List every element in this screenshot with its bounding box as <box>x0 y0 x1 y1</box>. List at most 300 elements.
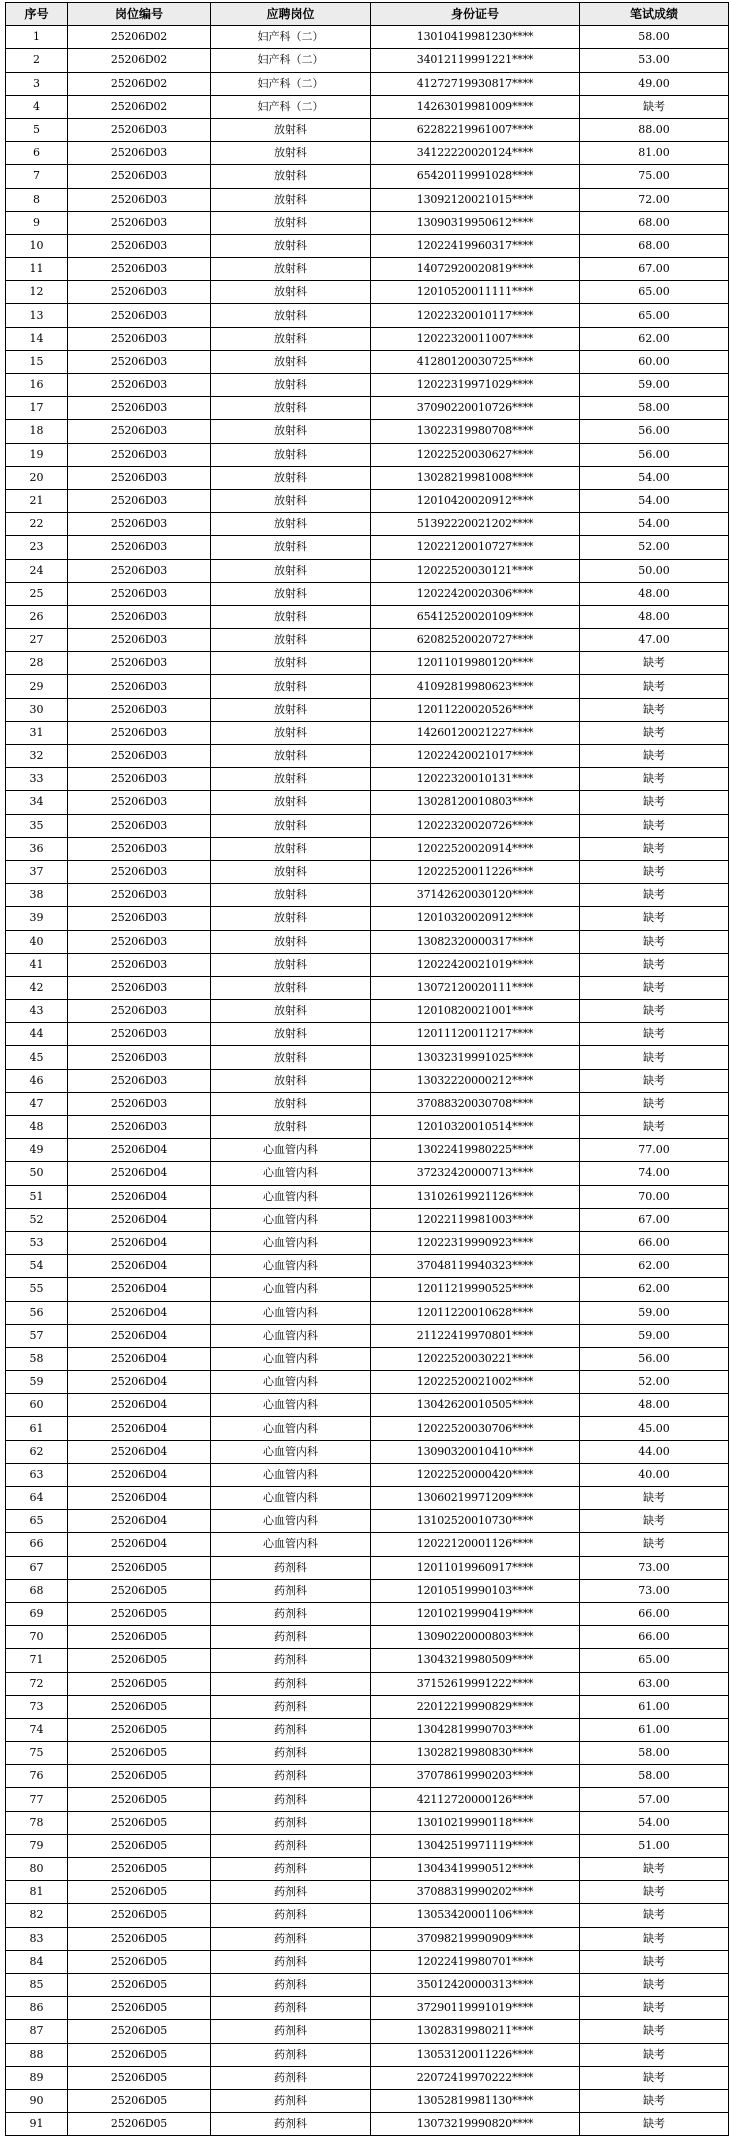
cell-job: 放射科 <box>211 489 371 512</box>
cell-seq: 88 <box>6 2043 68 2066</box>
cell-id-number: 37152619991222**** <box>371 1672 580 1695</box>
table-row <box>6 1371 729 1394</box>
cell-seq: 27 <box>6 629 68 652</box>
cell-score: 57.00 <box>580 1788 729 1811</box>
cell-post-code: 25206D03 <box>68 768 211 791</box>
cell-job: 妇产科（二） <box>211 95 371 118</box>
score-table <box>5 2 729 2136</box>
table-row <box>6 1579 729 1602</box>
cell-job: 放射科 <box>211 559 371 582</box>
cell-score: 54.00 <box>580 1811 729 1834</box>
cell-score: 65.00 <box>580 281 729 304</box>
cell-job: 心血管内科 <box>211 1278 371 1301</box>
cell-score: 62.00 <box>580 1255 729 1278</box>
cell-id-number: 13102520010730**** <box>371 1510 580 1533</box>
cell-seq: 80 <box>6 1858 68 1881</box>
cell-post-code: 25206D03 <box>68 513 211 536</box>
cell-id-number: 13090220000803**** <box>371 1626 580 1649</box>
table-row <box>6 327 729 350</box>
cell-seq: 65 <box>6 1510 68 1533</box>
cell-id-number: 13032319991025**** <box>371 1046 580 1069</box>
cell-score: 44.00 <box>580 1440 729 1463</box>
cell-score: 缺考 <box>580 860 729 883</box>
cell-job: 药剂科 <box>211 2043 371 2066</box>
table-row <box>6 258 729 281</box>
cell-score: 缺考 <box>580 907 729 930</box>
cell-post-code: 25206D03 <box>68 1092 211 1115</box>
cell-post-code: 25206D03 <box>68 721 211 744</box>
cell-seq: 70 <box>6 1626 68 1649</box>
cell-job: 心血管内科 <box>211 1185 371 1208</box>
cell-id-number: 12011220010628**** <box>371 1301 580 1324</box>
cell-score: 缺考 <box>580 1000 729 1023</box>
table-row <box>6 976 729 999</box>
cell-score: 缺考 <box>580 1533 729 1556</box>
cell-post-code: 25206D03 <box>68 142 211 165</box>
cell-score: 62.00 <box>580 327 729 350</box>
cell-seq: 13 <box>6 304 68 327</box>
table-row <box>6 1324 729 1347</box>
table-row <box>6 1046 729 1069</box>
cell-post-code: 25206D05 <box>68 2043 211 2066</box>
cell-id-number: 12022319990923**** <box>371 1231 580 1254</box>
cell-job: 放射科 <box>211 420 371 443</box>
table-row <box>6 1626 729 1649</box>
cell-post-code: 25206D05 <box>68 2113 211 2136</box>
cell-id-number: 13042819990703**** <box>371 1718 580 1741</box>
cell-score: 缺考 <box>580 1092 729 1115</box>
cell-seq: 15 <box>6 350 68 373</box>
cell-job: 心血管内科 <box>211 1440 371 1463</box>
cell-seq: 29 <box>6 675 68 698</box>
cell-seq: 52 <box>6 1208 68 1231</box>
cell-job: 药剂科 <box>211 1881 371 1904</box>
cell-post-code: 25206D04 <box>68 1487 211 1510</box>
cell-post-code: 25206D05 <box>68 2089 211 2112</box>
cell-score: 54.00 <box>580 489 729 512</box>
table-row <box>6 2043 729 2066</box>
cell-score: 缺考 <box>580 1927 729 1950</box>
cell-score: 缺考 <box>580 976 729 999</box>
table-row <box>6 1000 729 1023</box>
cell-job: 药剂科 <box>211 2089 371 2112</box>
cell-job: 药剂科 <box>211 1695 371 1718</box>
cell-job: 放射科 <box>211 1000 371 1023</box>
cell-score: 56.00 <box>580 443 729 466</box>
table-row <box>6 420 729 443</box>
cell-id-number: 34122220020124**** <box>371 142 580 165</box>
cell-score: 47.00 <box>580 629 729 652</box>
cell-post-code: 25206D03 <box>68 258 211 281</box>
table-row <box>6 1487 729 1510</box>
cell-job: 放射科 <box>211 930 371 953</box>
cell-seq: 55 <box>6 1278 68 1301</box>
cell-post-code: 25206D03 <box>68 1069 211 1092</box>
cell-id-number: 41280120030725**** <box>371 350 580 373</box>
table-row <box>6 536 729 559</box>
cell-seq: 46 <box>6 1069 68 1092</box>
cell-post-code: 25206D05 <box>68 1997 211 2020</box>
cell-job: 药剂科 <box>211 1602 371 1625</box>
cell-post-code: 25206D04 <box>68 1185 211 1208</box>
cell-seq: 8 <box>6 188 68 211</box>
cell-id-number: 14072920020819**** <box>371 258 580 281</box>
cell-job: 放射科 <box>211 165 371 188</box>
cell-seq: 72 <box>6 1672 68 1695</box>
cell-score: 52.00 <box>580 536 729 559</box>
cell-seq: 69 <box>6 1602 68 1625</box>
table-row <box>6 582 729 605</box>
cell-post-code: 25206D03 <box>68 605 211 628</box>
cell-id-number: 12022520030627**** <box>371 443 580 466</box>
cell-score: 66.00 <box>580 1602 729 1625</box>
table-row <box>6 466 729 489</box>
cell-score: 缺考 <box>580 1023 729 1046</box>
cell-job: 放射科 <box>211 281 371 304</box>
cell-post-code: 25206D03 <box>68 374 211 397</box>
cell-id-number: 13042519971119**** <box>371 1834 580 1857</box>
cell-post-code: 25206D05 <box>68 1811 211 1834</box>
cell-id-number: 12010520011111**** <box>371 281 580 304</box>
cell-job: 药剂科 <box>211 1788 371 1811</box>
cell-id-number: 12022520030121**** <box>371 559 580 582</box>
cell-post-code: 25206D04 <box>68 1139 211 1162</box>
cell-score: 68.00 <box>580 211 729 234</box>
cell-job: 药剂科 <box>211 1742 371 1765</box>
cell-id-number: 12022520000420**** <box>371 1463 580 1486</box>
cell-seq: 57 <box>6 1324 68 1347</box>
cell-job: 心血管内科 <box>211 1347 371 1370</box>
cell-id-number: 13010219990118**** <box>371 1811 580 1834</box>
cell-id-number: 21122419970801**** <box>371 1324 580 1347</box>
cell-post-code: 25206D03 <box>68 814 211 837</box>
table-row <box>6 1788 729 1811</box>
cell-seq: 86 <box>6 1997 68 2020</box>
cell-id-number: 12022420020306**** <box>371 582 580 605</box>
header-id-number: 身份证号 <box>371 3 580 26</box>
cell-id-number: 37088319990202**** <box>371 1881 580 1904</box>
table-row <box>6 1834 729 1857</box>
table-row <box>6 1208 729 1231</box>
cell-score: 缺考 <box>580 698 729 721</box>
cell-score: 61.00 <box>580 1695 729 1718</box>
cell-post-code: 25206D03 <box>68 559 211 582</box>
table-row <box>6 652 729 675</box>
table-row <box>6 1649 729 1672</box>
table-row <box>6 281 729 304</box>
cell-post-code: 25206D04 <box>68 1347 211 1370</box>
cell-post-code: 25206D03 <box>68 837 211 860</box>
cell-id-number: 65420119991028**** <box>371 165 580 188</box>
cell-job: 放射科 <box>211 234 371 257</box>
cell-seq: 35 <box>6 814 68 837</box>
cell-seq: 77 <box>6 1788 68 1811</box>
table-row <box>6 930 729 953</box>
cell-seq: 79 <box>6 1834 68 1857</box>
cell-seq: 3 <box>6 72 68 95</box>
cell-seq: 91 <box>6 2113 68 2136</box>
cell-score: 缺考 <box>580 1510 729 1533</box>
cell-id-number: 62082520020727**** <box>371 629 580 652</box>
cell-post-code: 25206D03 <box>68 304 211 327</box>
cell-seq: 89 <box>6 2066 68 2089</box>
cell-job: 药剂科 <box>211 1626 371 1649</box>
cell-seq: 43 <box>6 1000 68 1023</box>
table-row <box>6 559 729 582</box>
cell-id-number: 12022420021019**** <box>371 953 580 976</box>
cell-post-code: 25206D03 <box>68 1000 211 1023</box>
cell-post-code: 25206D03 <box>68 652 211 675</box>
cell-score: 缺考 <box>580 745 729 768</box>
cell-job: 药剂科 <box>211 1811 371 1834</box>
table-row <box>6 1069 729 1092</box>
cell-job: 心血管内科 <box>211 1139 371 1162</box>
cell-id-number: 12022120010727**** <box>371 536 580 559</box>
cell-score: 61.00 <box>580 1718 729 1741</box>
cell-seq: 25 <box>6 582 68 605</box>
cell-post-code: 25206D03 <box>68 953 211 976</box>
cell-post-code: 25206D05 <box>68 1973 211 1996</box>
cell-post-code: 25206D02 <box>68 49 211 72</box>
cell-seq: 39 <box>6 907 68 930</box>
table-row <box>6 1973 729 1996</box>
table-row <box>6 374 729 397</box>
cell-seq: 58 <box>6 1347 68 1370</box>
cell-post-code: 25206D03 <box>68 489 211 512</box>
cell-seq: 54 <box>6 1255 68 1278</box>
cell-seq: 33 <box>6 768 68 791</box>
table-row <box>6 860 729 883</box>
cell-score: 59.00 <box>580 1301 729 1324</box>
cell-job: 放射科 <box>211 698 371 721</box>
cell-post-code: 25206D02 <box>68 72 211 95</box>
cell-post-code: 25206D03 <box>68 118 211 141</box>
cell-score: 48.00 <box>580 605 729 628</box>
cell-id-number: 12011019960917**** <box>371 1556 580 1579</box>
cell-post-code: 25206D04 <box>68 1162 211 1185</box>
cell-post-code: 25206D03 <box>68 582 211 605</box>
cell-score: 缺考 <box>580 791 729 814</box>
cell-job: 放射科 <box>211 791 371 814</box>
cell-score: 58.00 <box>580 1765 729 1788</box>
cell-seq: 37 <box>6 860 68 883</box>
cell-id-number: 12011220020526**** <box>371 698 580 721</box>
cell-post-code: 25206D03 <box>68 1046 211 1069</box>
cell-id-number: 34012119991221**** <box>371 49 580 72</box>
cell-post-code: 25206D05 <box>68 1742 211 1765</box>
cell-job: 心血管内科 <box>211 1255 371 1278</box>
cell-id-number: 22072419970222**** <box>371 2066 580 2089</box>
cell-seq: 49 <box>6 1139 68 1162</box>
cell-post-code: 25206D04 <box>68 1231 211 1254</box>
cell-post-code: 25206D03 <box>68 791 211 814</box>
cell-seq: 90 <box>6 2089 68 2112</box>
cell-score: 缺考 <box>580 768 729 791</box>
table-row <box>6 443 729 466</box>
cell-post-code: 25206D05 <box>68 1556 211 1579</box>
cell-post-code: 25206D05 <box>68 1765 211 1788</box>
cell-score: 缺考 <box>580 1046 729 1069</box>
cell-post-code: 25206D05 <box>68 1695 211 1718</box>
cell-score: 缺考 <box>580 2020 729 2043</box>
cell-score: 49.00 <box>580 72 729 95</box>
table-row <box>6 1950 729 1973</box>
cell-id-number: 37098219990909**** <box>371 1927 580 1950</box>
table-row <box>6 1463 729 1486</box>
cell-id-number: 35012420000313**** <box>371 1973 580 1996</box>
cell-job: 药剂科 <box>211 1579 371 1602</box>
table-row <box>6 2020 729 2043</box>
cell-seq: 68 <box>6 1579 68 1602</box>
cell-score: 缺考 <box>580 652 729 675</box>
cell-job: 放射科 <box>211 953 371 976</box>
cell-seq: 22 <box>6 513 68 536</box>
cell-post-code: 25206D03 <box>68 420 211 443</box>
cell-score: 缺考 <box>580 837 729 860</box>
table-row <box>6 49 729 72</box>
cell-job: 放射科 <box>211 675 371 698</box>
cell-seq: 20 <box>6 466 68 489</box>
cell-id-number: 13082320000317**** <box>371 930 580 953</box>
table-row <box>6 165 729 188</box>
cell-score: 72.00 <box>580 188 729 211</box>
cell-seq: 34 <box>6 791 68 814</box>
cell-job: 药剂科 <box>211 1556 371 1579</box>
cell-job: 放射科 <box>211 258 371 281</box>
cell-id-number: 12011120011217**** <box>371 1023 580 1046</box>
cell-id-number: 37078619990203**** <box>371 1765 580 1788</box>
cell-post-code: 25206D04 <box>68 1394 211 1417</box>
cell-post-code: 25206D03 <box>68 327 211 350</box>
cell-id-number: 13043219980509**** <box>371 1649 580 1672</box>
header-row <box>6 3 729 26</box>
cell-job: 药剂科 <box>211 1718 371 1741</box>
table-row <box>6 907 729 930</box>
table-row <box>6 1231 729 1254</box>
table-row <box>6 1255 729 1278</box>
header-job: 应聘岗位 <box>211 3 371 26</box>
cell-post-code: 25206D03 <box>68 629 211 652</box>
table-row <box>6 1602 729 1625</box>
cell-job: 药剂科 <box>211 1927 371 1950</box>
cell-id-number: 62282219961007**** <box>371 118 580 141</box>
cell-job: 放射科 <box>211 118 371 141</box>
cell-post-code: 25206D04 <box>68 1208 211 1231</box>
cell-job: 放射科 <box>211 211 371 234</box>
table-row <box>6 2113 729 2136</box>
cell-score: 53.00 <box>580 49 729 72</box>
table-row <box>6 211 729 234</box>
table-row <box>6 234 729 257</box>
cell-id-number: 12011019980120**** <box>371 652 580 675</box>
cell-id-number: 14263019981009**** <box>371 95 580 118</box>
cell-id-number: 41272719930817**** <box>371 72 580 95</box>
cell-job: 心血管内科 <box>211 1231 371 1254</box>
cell-seq: 5 <box>6 118 68 141</box>
cell-seq: 51 <box>6 1185 68 1208</box>
table-row <box>6 1997 729 2020</box>
cell-job: 放射科 <box>211 976 371 999</box>
cell-id-number: 42112720000126**** <box>371 1788 580 1811</box>
cell-post-code: 25206D05 <box>68 1904 211 1927</box>
cell-job: 妇产科（二） <box>211 26 371 49</box>
cell-score: 66.00 <box>580 1231 729 1254</box>
table-row <box>6 489 729 512</box>
table-row <box>6 605 729 628</box>
cell-seq: 56 <box>6 1301 68 1324</box>
cell-score: 缺考 <box>580 675 729 698</box>
table-row <box>6 350 729 373</box>
cell-job: 放射科 <box>211 605 371 628</box>
cell-job: 药剂科 <box>211 1950 371 1973</box>
cell-job: 药剂科 <box>211 1997 371 2020</box>
cell-post-code: 25206D03 <box>68 698 211 721</box>
table-row <box>6 1765 729 1788</box>
table-row <box>6 1092 729 1115</box>
table-row <box>6 72 729 95</box>
cell-seq: 18 <box>6 420 68 443</box>
cell-score: 56.00 <box>580 420 729 443</box>
cell-post-code: 25206D05 <box>68 1718 211 1741</box>
cell-seq: 78 <box>6 1811 68 1834</box>
cell-job: 放射科 <box>211 327 371 350</box>
cell-job: 药剂科 <box>211 1973 371 1996</box>
cell-seq: 62 <box>6 1440 68 1463</box>
table-row <box>6 1440 729 1463</box>
cell-post-code: 25206D05 <box>68 1834 211 1857</box>
cell-seq: 11 <box>6 258 68 281</box>
cell-seq: 61 <box>6 1417 68 1440</box>
table-row <box>6 698 729 721</box>
cell-post-code: 25206D04 <box>68 1510 211 1533</box>
cell-job: 放射科 <box>211 837 371 860</box>
cell-post-code: 25206D03 <box>68 165 211 188</box>
table-row <box>6 745 729 768</box>
cell-job: 放射科 <box>211 721 371 744</box>
table-row <box>6 791 729 814</box>
table-row <box>6 26 729 49</box>
cell-score: 52.00 <box>580 1371 729 1394</box>
cell-id-number: 12022419960317**** <box>371 234 580 257</box>
table-row <box>6 884 729 907</box>
cell-job: 放射科 <box>211 884 371 907</box>
cell-score: 缺考 <box>580 1973 729 1996</box>
cell-id-number: 13072120020111**** <box>371 976 580 999</box>
cell-job: 放射科 <box>211 768 371 791</box>
cell-job: 心血管内科 <box>211 1487 371 1510</box>
header-post-code: 岗位编号 <box>68 3 211 26</box>
cell-seq: 48 <box>6 1116 68 1139</box>
cell-post-code: 25206D05 <box>68 1672 211 1695</box>
cell-seq: 44 <box>6 1023 68 1046</box>
cell-job: 药剂科 <box>211 2066 371 2089</box>
cell-seq: 12 <box>6 281 68 304</box>
cell-score: 74.00 <box>580 1162 729 1185</box>
cell-id-number: 13090319950612**** <box>371 211 580 234</box>
cell-job: 心血管内科 <box>211 1510 371 1533</box>
cell-id-number: 37048119940323**** <box>371 1255 580 1278</box>
cell-id-number: 12010519990103**** <box>371 1579 580 1602</box>
cell-post-code: 25206D05 <box>68 1881 211 1904</box>
cell-id-number: 12022320010131**** <box>371 768 580 791</box>
cell-id-number: 22012219990829**** <box>371 1695 580 1718</box>
cell-score: 51.00 <box>580 1834 729 1857</box>
cell-id-number: 12022419980701**** <box>371 1950 580 1973</box>
cell-id-number: 12022320020726**** <box>371 814 580 837</box>
cell-id-number: 13053420001106**** <box>371 1904 580 1927</box>
cell-id-number: 12010820021001**** <box>371 1000 580 1023</box>
cell-job: 心血管内科 <box>211 1463 371 1486</box>
